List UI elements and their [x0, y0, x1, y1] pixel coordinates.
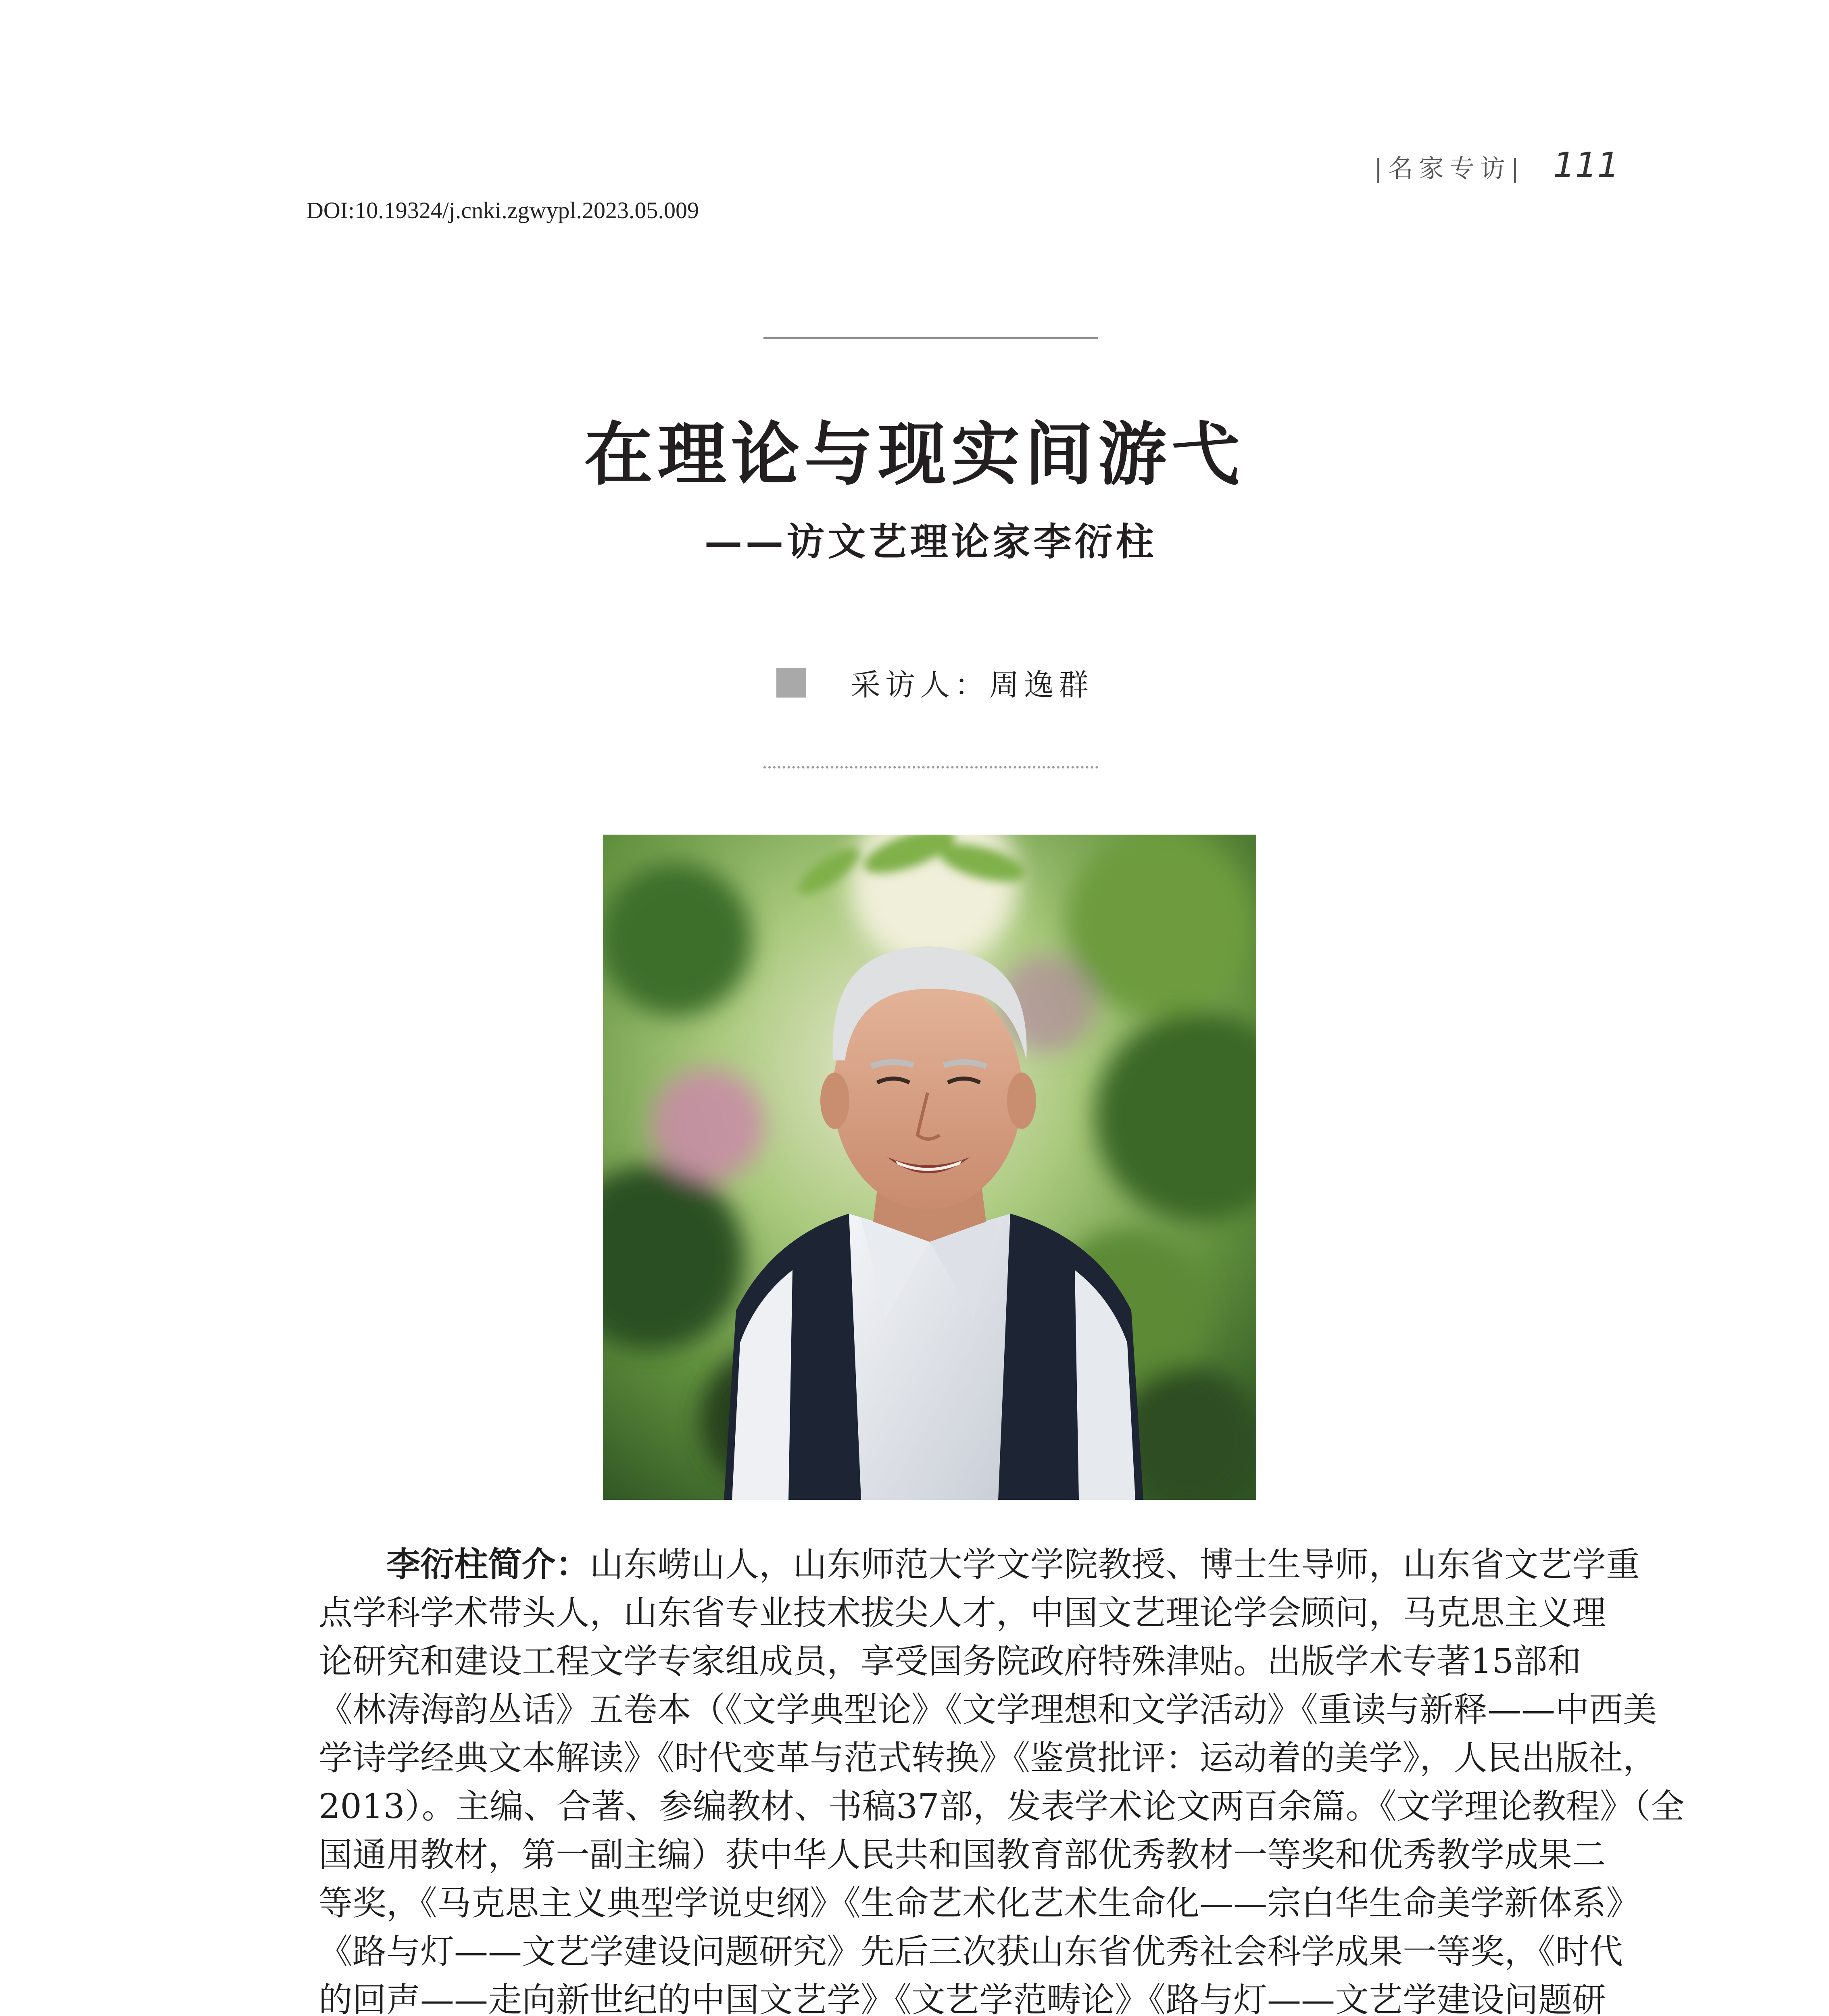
- bio-line: 的回声——走向新世纪的中国文艺学》《文艺学范畴论》《路与灯——文艺学建设问题研: [319, 1980, 1606, 2016]
- section-label: |名家专访|: [1374, 154, 1525, 183]
- doi-text: DOI:10.19324/j.cnki.zgwypl.2023.05.009: [307, 197, 699, 223]
- running-header: [1374, 145, 1619, 185]
- portrait-photo: [603, 835, 1256, 1500]
- interviewer-text: 采访人：周逸群: [851, 668, 1093, 702]
- bio-line: 李衍柱简介：山东崂山人，山东师范大学文学院教授、博士生导师，山东省文艺学重: [386, 1545, 1640, 1584]
- article-title: 在理论与现实间游弋: [584, 414, 1245, 495]
- bio-line: 等奖，《马克思主义典型学说史纲》《生命艺术化艺术生命化——宗白华生命美学新体系》: [319, 1883, 1640, 1923]
- dotted-divider: [763, 766, 1098, 768]
- bio-line: 论研究和建设工程文学专家组成员，享受国务院政府特殊津贴。出版学术专著15部和: [319, 1641, 1581, 1681]
- byline: [776, 661, 1093, 704]
- square-bullet-icon: [776, 668, 806, 698]
- bio-line: 《林涛海韵丛话》五卷本（《文学典型论》《文学理想和文学活动》《重读与新释——中西美: [319, 1690, 1657, 1729]
- bio-label: 李衍柱简介：: [386, 1545, 590, 1584]
- page-number: 111: [1553, 145, 1619, 185]
- bio-line: 学诗学经典文本解读》《时代变革与范式转换》《鉴赏批评：运动着的美学》，人民出版社，: [319, 1738, 1657, 1778]
- bio-line: 《路与灯——文艺学建设问题研究》先后三次获山东省优秀社会科学成果一等奖，《时代: [319, 1932, 1623, 1971]
- bio-line: 2013）。主编、合著、参编教材、书稿37部，发表学术论文两百余篇。《文学理论教程》（全: [319, 1787, 1685, 1826]
- article-subtitle: ——访文艺理论家李衍柱: [704, 520, 1157, 564]
- bio-line: 国通用教材，第一副主编）获中华人民共和国教育部优秀教材一等奖和优秀教学成果二: [319, 1835, 1606, 1874]
- top-divider: [763, 337, 1098, 339]
- bio-line: 点学科学术带头人，山东省专业技术拔尖人才，中国文艺理论学会顾问，马克思主义理: [319, 1593, 1606, 1633]
- author-bio: [319, 1540, 1685, 2016]
